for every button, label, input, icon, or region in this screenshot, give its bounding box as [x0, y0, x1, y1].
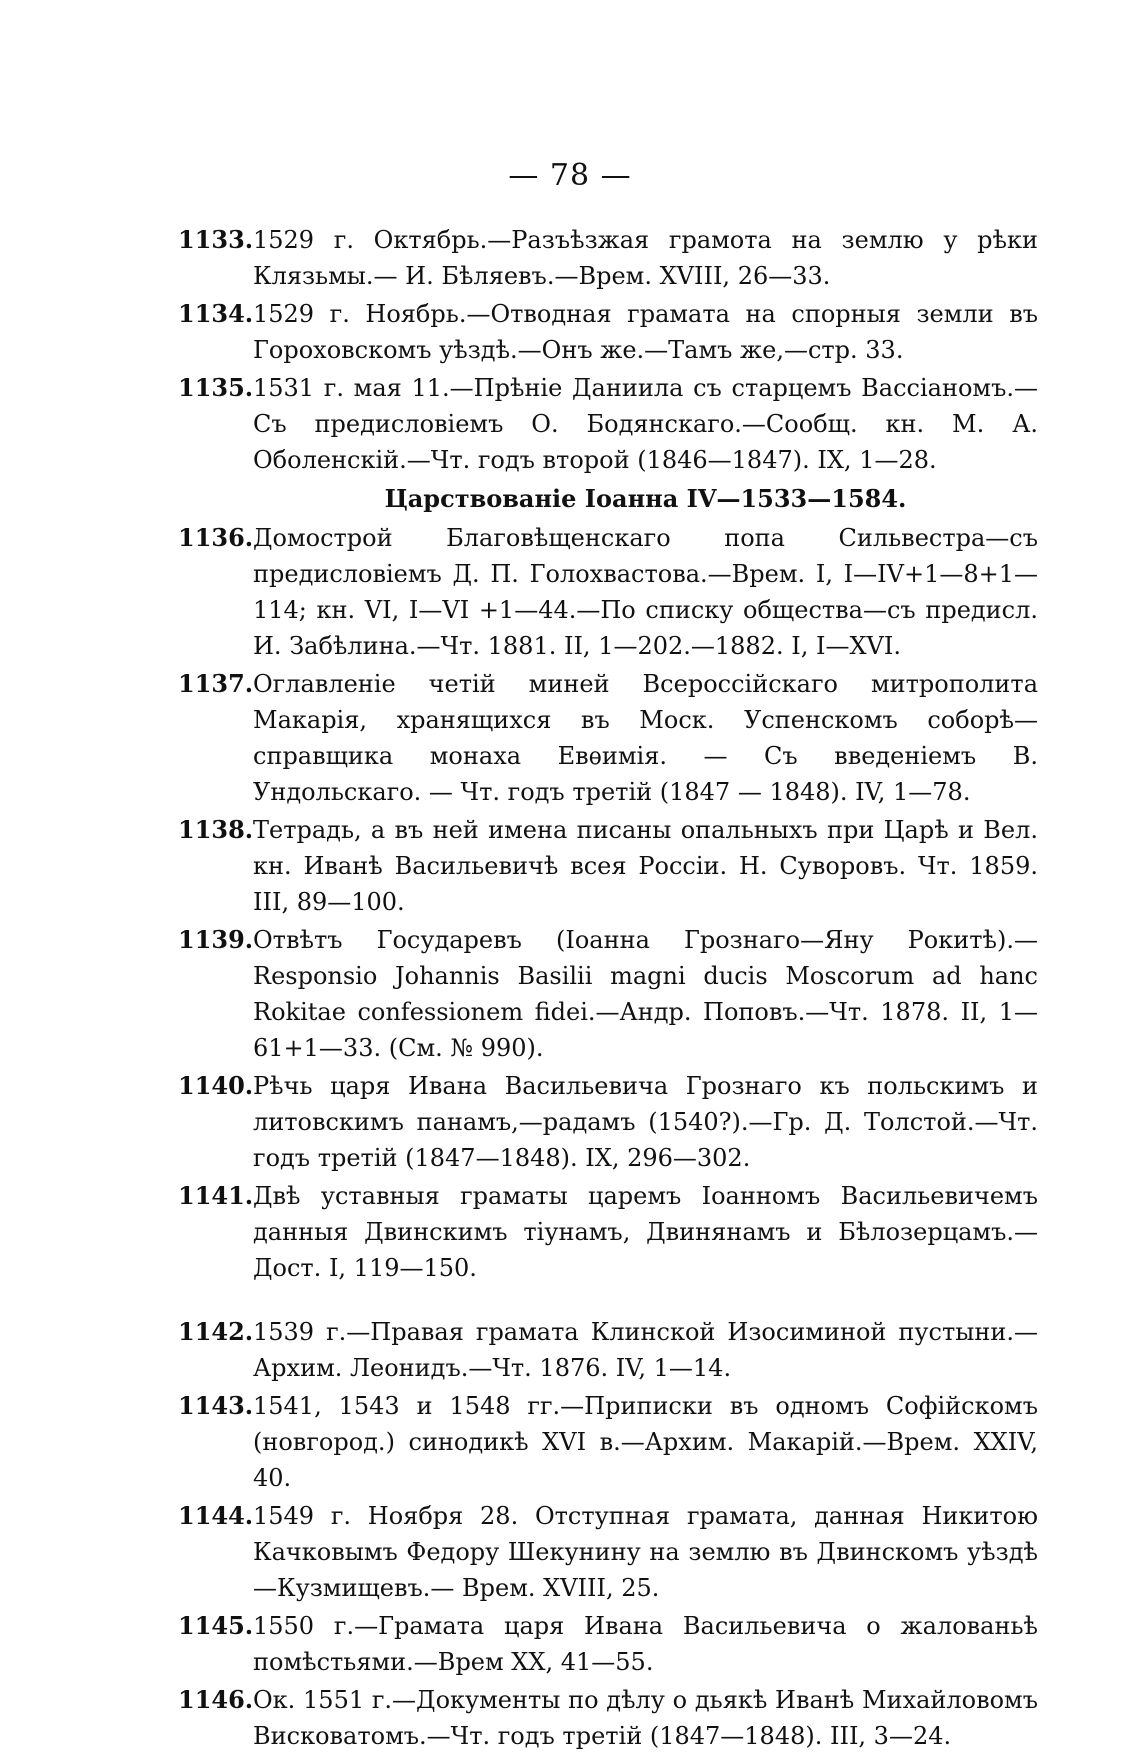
entry-text: 1531 г. мая 11.—Прѣніе Даниила съ старцемъ Вассіаномъ.—Съ предисловіемъ О. Бодянскаго.—Сообщ. кн. М. А. Оболенскій.—Чт. годъ второй (1846—1847). IX, 1—28. — [253, 374, 1038, 474]
entry-number: 1134. — [178, 299, 254, 328]
entry-text: Отвѣтъ Государевъ (Іоанна Грознаго—Яну Рокитѣ).—Responsio Johannis Basilii magni ducis Moscorum ad hanc Rokitae confessionem fidei.—Андр. Поповъ.—Чт. 1878. II, 1—61+1—33. (См. № 990). — [253, 926, 1038, 1062]
list-item — [178, 1388, 1038, 1496]
list-item — [178, 812, 1038, 920]
entry-list — [178, 222, 1038, 1756]
entry-number: 1135. — [178, 373, 254, 402]
list-item — [178, 922, 1038, 1066]
entry-number: 1136. — [178, 523, 254, 552]
entry-text: Оглавленіе четій миней Всероссійскаго митрополита Макарія, хранящихся въ Моск. Успенскомъ соборѣ—справщика монаха Евѳимія. — Съ введеніемъ В. Ундольскаго. — Чт. годъ третій (1847 — 1848). IV, 1—78. — [253, 670, 1038, 806]
list-item — [178, 370, 1038, 478]
page-number: — 78 — — [508, 158, 632, 193]
entry-number: 1133. — [178, 225, 254, 254]
entry-number: 1144. — [178, 1501, 254, 1530]
entry-text: Рѣчь царя Ивана Васильевича Грознаго къ польскимъ и литовскимъ панамъ,—радамъ (1540?).—Гр. Д. Толстой.—Чт. годъ третій (1847—1848). IX, 296—302. — [253, 1072, 1038, 1172]
entry-text: 1549 г. Ноября 28. Отступная грамата, данная Никитою Качковымъ Федору Шекунину на землю въ Двинскомъ уѣздѣ —Кузмищевъ.— Врем. XVIII, 25. — [253, 1502, 1038, 1602]
section-heading: Царствованіе Іоанна IV—1533—1584. — [384, 484, 907, 513]
entry-number: 1138. — [178, 815, 254, 844]
entry-text: 1550 г.—Грамата царя Ивана Васильевича о жалованьѣ помѣстьями.—Врем XX, 41—55. — [253, 1612, 1038, 1676]
entry-text: Ок. 1551 г.—Документы по дѣлу о дьякѣ Иванѣ Михайловомъ Висковатомъ.—Чт. годъ третій (1847—1848). III, 3—24. — [253, 1686, 1038, 1750]
list-item — [178, 520, 1038, 664]
entry-text: 1529 г. Октябрь.—Разъѣзжая грамота на землю у рѣки Клязьмы.— И. Бѣляевъ.—Врем. XVIII, 26—33. — [253, 226, 1038, 290]
list-item — [178, 222, 1038, 294]
list-item — [178, 666, 1038, 810]
list-item — [178, 1178, 1038, 1286]
list-item — [178, 1068, 1038, 1176]
entry-text: 1539 г.—Правая грамата Клинской Изосиминой пустыни.—Архим. Леонидъ.—Чт. 1876. IV, 1—14. — [253, 1318, 1038, 1382]
entry-text: Домострой Благовѣщенскаго попа Сильвестра—съ предисловіемъ Д. П. Голохвастова.—Врем. I, I—IV+1—8+1—114; кн. VI, I—VI +1—44.—По списку общества—съ предисл. И. Забѣлина.—Чт. 1881. II, 1—202.—1882. I, I—XVI. — [253, 524, 1038, 660]
entry-number: 1137. — [178, 669, 254, 698]
entry-text: 1541, 1543 и 1548 гг.—Приписки въ одномъ Софійскомъ (новгород.) синодикѣ XVI в.—Архим. Макарій.—Врем. XXIV, 40. — [253, 1392, 1038, 1492]
entry-number: 1141. — [178, 1181, 254, 1210]
list-item — [178, 1498, 1038, 1606]
list-item — [178, 1314, 1038, 1386]
entry-text: Тетрадь, а въ ней имена писаны опальныхъ при Царѣ и Вел. кн. Иванѣ Васильевичѣ всея Россіи. Н. Суворовъ. Чт. 1859. III, 89—100. — [253, 816, 1038, 916]
list-item — [178, 1682, 1038, 1754]
entry-number: 1140. — [178, 1071, 254, 1100]
list-item — [178, 296, 1038, 368]
entry-number: 1146. — [178, 1685, 254, 1714]
entry-text: 1529 г. Ноябрь.—Отводная грамата на спорныя земли въ Гороховскомъ уѣздѣ.—Онъ же.—Тамъ же,—стр. 33. — [253, 300, 1038, 364]
entry-number: 1142. — [178, 1317, 254, 1346]
list-item — [178, 1608, 1038, 1680]
entry-number: 1139. — [178, 925, 254, 954]
entry-number: 1145. — [178, 1611, 254, 1640]
entry-text: Двѣ уставныя граматы царемъ Іоанномъ Васильевичемъ данныя Двинскимъ тіунамъ, Двинянамъ и Бѣлозерцамъ.—Дост. I, 119—150. — [253, 1182, 1038, 1282]
entry-number: 1143. — [178, 1391, 254, 1420]
